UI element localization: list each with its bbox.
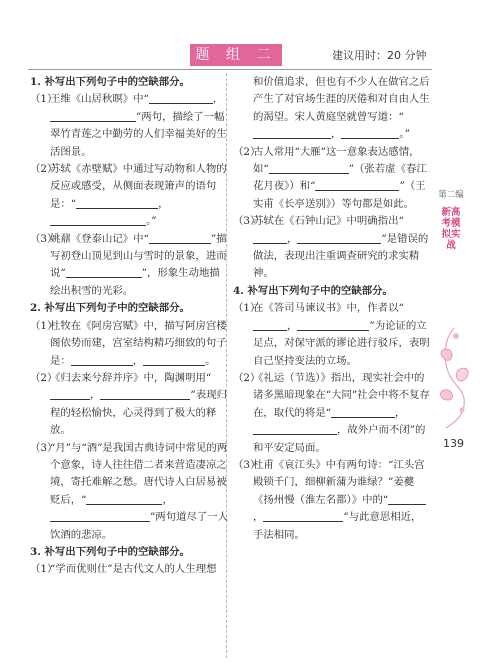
header-rule (28, 69, 432, 70)
item-number: （1） (30, 319, 58, 332)
item-text: ， (253, 511, 264, 524)
item-text: 。” (146, 215, 157, 228)
suggested-time: 建议用时：20 分钟 (332, 49, 427, 62)
flower-decoration-icon (436, 320, 472, 430)
answer-blank[interactable] (50, 509, 150, 522)
item-text: 在《答司马谏议书》中，作者以“ (253, 302, 404, 315)
question-3-1-start (30, 561, 230, 578)
volume-label: 第二编 (438, 190, 464, 200)
item-text: ， (132, 354, 144, 367)
answer-blank[interactable] (50, 387, 90, 400)
item-number: （1） (30, 563, 58, 576)
right-column (233, 74, 431, 544)
item-text: 。 (205, 354, 216, 367)
item-text: ”与此意思相近，手法相同。 (253, 511, 422, 541)
item-number: （3） (233, 215, 261, 228)
answer-blank[interactable] (50, 213, 146, 226)
item-text: ”两句道尽了一人饮酒的悲凉。 (50, 511, 229, 541)
question-4-1 (233, 300, 431, 370)
answer-blank[interactable] (331, 405, 395, 418)
item-number: （2） (30, 163, 58, 176)
item-text: ”为论证的立足点，对保守派的谬论进行驳斥，表明自己坚持变法的立场。 (253, 319, 430, 367)
answer-blank[interactable] (315, 178, 399, 191)
item-text: 《礼运（节选）》指出，现实社会中的诸多黑暗现象在“大同”社会中将不复存在，取代的将是“ (253, 371, 430, 419)
question-4-title: 4. 补写出下列句子中的空缺部分。 (233, 284, 393, 297)
answer-blank[interactable] (263, 509, 343, 522)
answer-blank[interactable] (253, 318, 287, 331)
answer-blank[interactable] (100, 387, 190, 400)
answer-blank[interactable] (71, 353, 133, 366)
item-number: （2） (233, 371, 261, 384)
question-4-2 (233, 370, 431, 457)
item-text: ”，形象生动地描绘出积雪的光彩。 (50, 267, 220, 297)
item-text: 姚鼐《登泰山记》中“ (50, 232, 149, 245)
question-2-title: 2. 补写出下列句子中的空缺部分。 (30, 302, 190, 315)
answer-blank[interactable] (269, 161, 349, 174)
question-1-title: 1. 补写出下列句子中的空缺部分。 (30, 76, 190, 88)
answer-blank[interactable] (66, 265, 142, 278)
answer-blank[interactable] (253, 231, 287, 244)
item-text: ，故外户而不闭”的和平安定局面。 (253, 424, 426, 454)
item-text: ”两句，描绘了一幅翠竹青莲之中勤劳的人们幸福美好的生活图景。 (50, 110, 227, 158)
answer-blank[interactable] (143, 353, 205, 366)
side-tab (438, 190, 464, 251)
answer-blank[interactable] (297, 231, 381, 244)
item-text: 古人常用“大雁”这一意象表达感情，如“ (253, 145, 420, 176)
item-text: ， (158, 197, 169, 210)
item-text: ”描写初登山顶见到山与雪时的景象，进而说“ (50, 232, 227, 280)
item-text: ， (395, 406, 406, 419)
question-3-3 (233, 213, 431, 283)
answer-blank[interactable] (341, 126, 399, 139)
item-text: 。” (399, 128, 410, 141)
question-1-1 (30, 91, 230, 161)
item-number: （1） (233, 302, 261, 315)
item-number: （2） (233, 145, 261, 158)
question-3-2 (233, 144, 431, 214)
answer-blank[interactable] (86, 492, 162, 505)
answer-blank[interactable] (253, 126, 331, 139)
question-3-1-continued (233, 74, 431, 144)
item-text: ， (162, 493, 173, 506)
item-text: ， (90, 389, 101, 402)
answer-blank[interactable] (253, 422, 337, 435)
item-text: 苏轼《赤壁赋》中通过写动物和人物的反应或感受，从侧面表现箫声的语句是：“ (50, 163, 227, 210)
item-number: （1） (30, 93, 58, 106)
book-title: 新高考模拟实战 (441, 207, 461, 251)
item-number: （2） (30, 371, 58, 384)
question-1-3 (30, 231, 230, 301)
item-number: （3） (30, 441, 58, 454)
item-text: 王维《山居秋暝》中“ (50, 93, 149, 106)
item-text: ”（王实甫《长亭送别》）等句都是如此。 (253, 180, 426, 210)
item-text: 苏轼在《石钟山记》中明确指出“ (253, 215, 404, 228)
item-text: ”表现归程的轻松愉快，心灵得到了极大的释放。 (50, 389, 227, 437)
page-number: 139 (443, 437, 464, 450)
item-number: （3） (30, 232, 58, 245)
item-text: ， (212, 93, 224, 106)
section-title: 题 组 二 (190, 44, 282, 66)
question-4-3 (233, 457, 431, 544)
answer-blank[interactable] (149, 231, 211, 244)
answer-blank[interactable] (388, 492, 426, 505)
question-2-3 (30, 440, 230, 544)
question-3-title: 3. 补写出下列句子中的空缺部分。 (30, 545, 190, 558)
item-text: ”是错误的做法，表现出注重调查研究的求实精神。 (253, 232, 429, 280)
item-text: “学而优则仕”是古代文人的人生理想 (50, 563, 217, 576)
item-text: ， (287, 232, 298, 245)
question-2-1 (30, 318, 230, 370)
question-2-2 (30, 370, 230, 440)
item-number: （3） (233, 458, 261, 471)
item-text: “月”与“酒”是我国古典诗词中常见的两个意象，诗人往往借二者来营造凄凉之境，寄托难解之愁。唐代诗人白居易被贬后，“ (50, 441, 228, 506)
item-text: ”（张若虚《春江花月夜》）和“ (253, 163, 427, 193)
item-text: 杜甫《哀江头》中有两句诗：“江头宫殿锁千门，细柳新蒲为谁绿？”姜夔《扬州慢（淮左名都）》中的“ (253, 458, 425, 506)
item-text: 和价值追求，但也有不少人在做官之后产生了对官场生涯的厌倦和对自由人生的渴望。宋人黄庭坚就曾写道：“ (253, 76, 430, 123)
item-text: 《归去来兮辞并序》中，陶渊明用“ (50, 371, 212, 384)
answer-blank[interactable] (297, 318, 369, 331)
answer-blank[interactable] (50, 109, 136, 122)
item-text: ， (331, 128, 342, 141)
question-1-2 (30, 161, 230, 231)
item-text: ， (287, 319, 298, 332)
answer-blank[interactable] (76, 196, 158, 209)
item-text: 杜牧在《阿房宫赋》中，描写阿房宫楼阁依势而建，宫室结构精巧细致的句子是： (50, 319, 227, 367)
answer-blank[interactable] (149, 91, 213, 104)
left-column (30, 74, 230, 579)
